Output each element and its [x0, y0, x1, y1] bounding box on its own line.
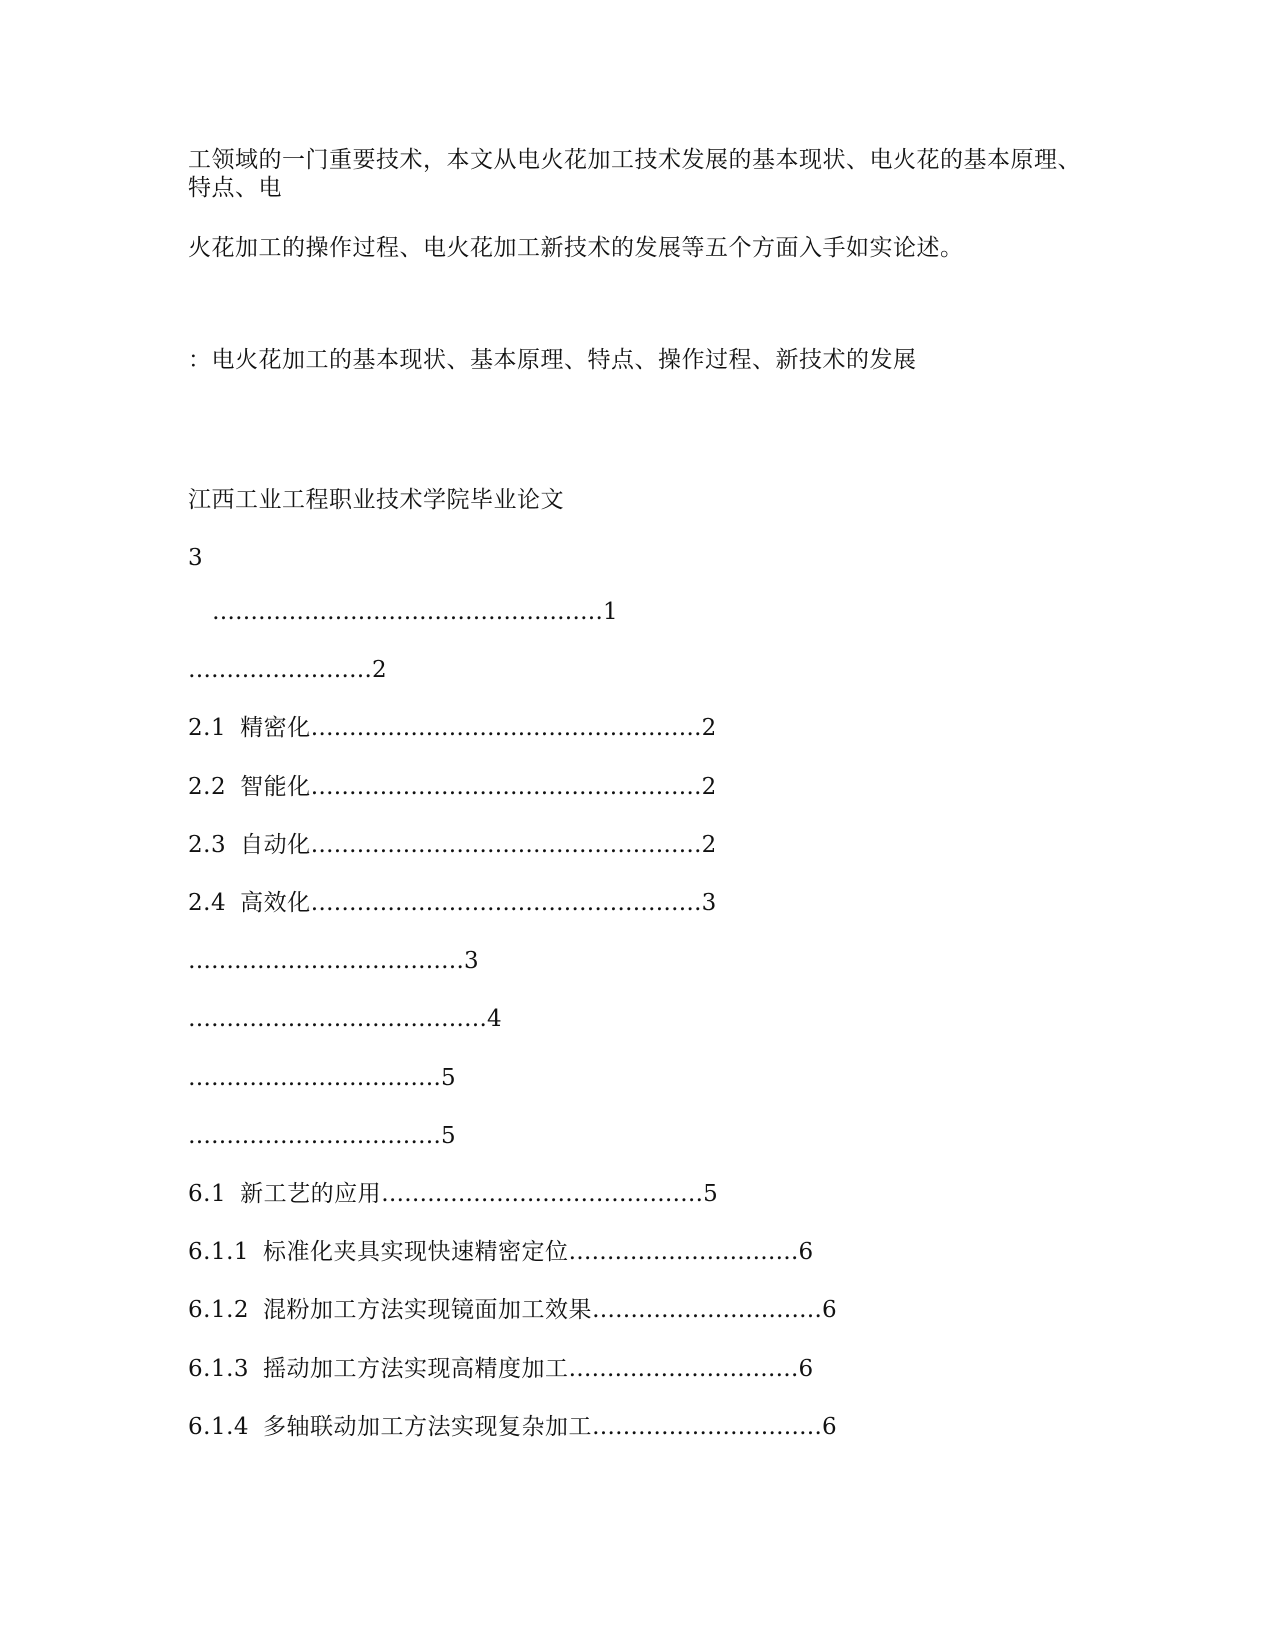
school-title: 江西工业工程职业技术学院毕业论文: [188, 487, 564, 513]
toc-entry-leader-dots: ……………………………: [188, 1123, 441, 1149]
toc-entry-page: 5: [441, 1123, 457, 1149]
toc-entry-leader-dots: …………………………: [568, 1239, 799, 1265]
toc-entry-leader-dots: …………………………: [568, 1356, 799, 1382]
toc-entry[interactable]: [188, 1355, 814, 1383]
toc-entry-number: 6.1.4: [188, 1414, 250, 1440]
toc-entry-title: 新工艺的应用: [240, 1181, 382, 1207]
toc-entry-number: 2.1: [188, 715, 227, 741]
abstract-line-1: 工领域的一门重要技术，本文从电火花加工技术发展的基本现状、电火花的基本原理、特点、电: [188, 147, 1081, 201]
toc-entry-number: 6.1: [188, 1181, 227, 1207]
toc-entry-title: 精密化: [240, 715, 311, 741]
toc-entry-page: 2: [701, 832, 717, 858]
toc-entry-leader-dots: …………………………: [592, 1297, 823, 1323]
toc-entry[interactable]: [188, 1238, 814, 1266]
toc-entry-page: 5: [703, 1181, 719, 1207]
toc-entry-leader-dots: ……………………………………………: [310, 715, 702, 741]
toc-entry[interactable]: [188, 889, 717, 917]
toc-entry-number: 2.2: [188, 774, 227, 800]
toc-entry-page: 6: [798, 1356, 814, 1382]
toc-entry-page: 2: [701, 715, 717, 741]
toc-entry-page: 6: [822, 1297, 838, 1323]
toc-entry-leader-dots: …………………………………: [188, 1006, 487, 1032]
toc-entry-page: 5: [441, 1065, 457, 1091]
toc-entry-leader-dots: ……………………: [188, 657, 372, 683]
toc-entry[interactable]: [188, 1005, 502, 1033]
toc-entry-page: 3: [464, 948, 480, 974]
toc-entry-page: 6: [822, 1414, 838, 1440]
toc-entry-page: 4: [487, 1006, 503, 1032]
toc-entry-title: 混粉加工方法实现镜面加工效果: [263, 1297, 593, 1323]
toc-entry-title: 高效化: [240, 890, 311, 916]
toc-entry-page: 3: [701, 890, 717, 916]
toc-entry-title: 摇动加工方法实现高精度加工: [263, 1356, 569, 1382]
page-number: 3: [188, 545, 204, 571]
toc-entry-leader-dots: ……………………………………: [381, 1181, 704, 1207]
toc-entry-leader-dots: ……………………………………………: [310, 832, 702, 858]
toc-entry-title: 智能化: [240, 774, 311, 800]
toc-entry-page: 2: [372, 657, 388, 683]
toc-entry-title: 多轴联动加工方法实现复杂加工: [263, 1414, 593, 1440]
abstract-line-2: 火花加工的操作过程、电火花加工新技术的发展等五个方面入手如实论述。: [188, 235, 964, 261]
toc-entry[interactable]: [188, 831, 717, 859]
toc-entry[interactable]: [188, 1180, 718, 1208]
toc-entry-title: 标准化夹具实现快速精密定位: [263, 1239, 569, 1265]
toc-entry-number: 6.1.3: [188, 1356, 250, 1382]
toc-entry[interactable]: [188, 1064, 456, 1092]
toc-entry[interactable]: [188, 1122, 456, 1150]
toc-entry-page: 2: [701, 774, 717, 800]
toc-entry-number: 2.4: [188, 890, 227, 916]
toc-entry[interactable]: [188, 947, 479, 975]
toc-entry-leader-dots: ……………………………………………: [212, 599, 603, 625]
toc-entry-leader-dots: ………………………………: [188, 948, 464, 974]
toc-entry-number: 6.1.1: [188, 1239, 250, 1265]
toc-entry[interactable]: [188, 656, 387, 684]
toc-entry-title: 自动化: [240, 832, 311, 858]
toc-entry[interactable]: [188, 714, 717, 742]
toc-entry[interactable]: [212, 598, 618, 626]
toc-entry-leader-dots: …………………………: [592, 1414, 823, 1440]
toc-entry-leader-dots: ……………………………: [188, 1065, 441, 1091]
toc-entry-number: 6.1.2: [188, 1297, 250, 1323]
toc-entry-leader-dots: ……………………………………………: [310, 890, 702, 916]
toc-entry[interactable]: [188, 1413, 837, 1441]
toc-entry-leader-dots: ……………………………………………: [310, 774, 702, 800]
toc-entry-number: 2.3: [188, 832, 227, 858]
toc-entry-page: 1: [603, 599, 619, 625]
keywords-line: ：电火花加工的基本现状、基本原理、特点、操作过程、新技术的发展: [188, 347, 917, 373]
toc-entry[interactable]: [188, 773, 717, 801]
toc-entry-page: 6: [798, 1239, 814, 1265]
toc-entry[interactable]: [188, 1296, 837, 1324]
